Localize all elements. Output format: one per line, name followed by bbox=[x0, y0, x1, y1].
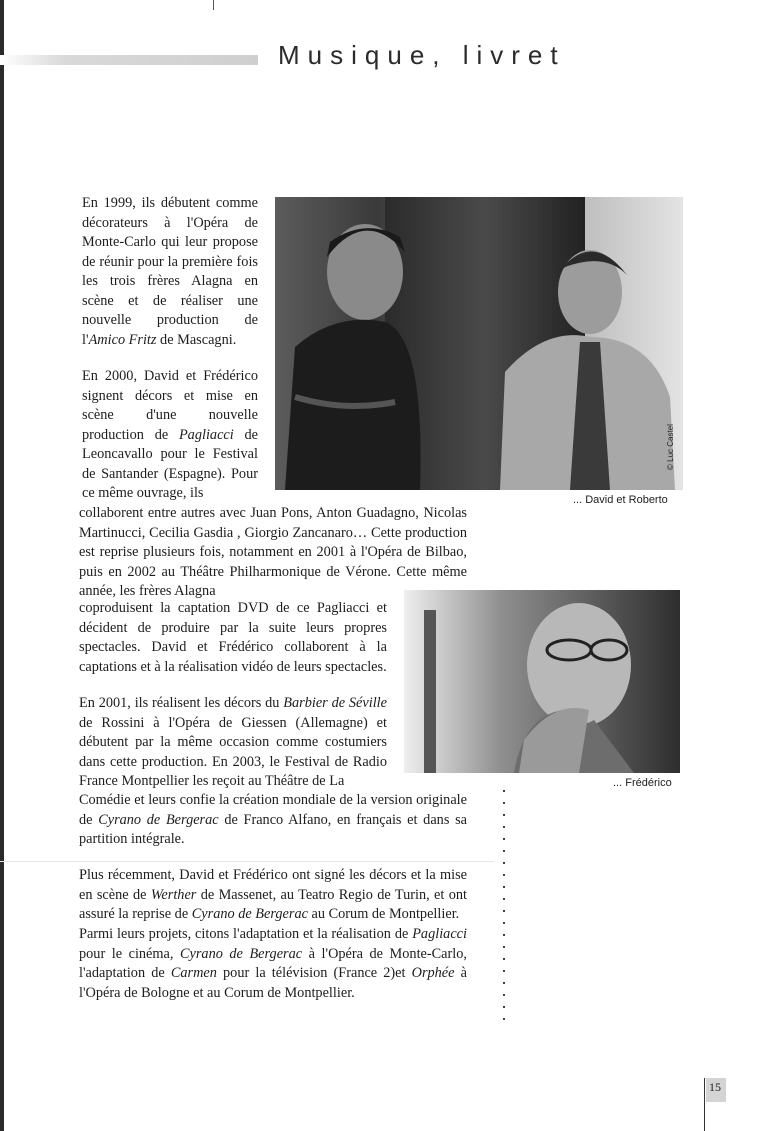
text-span: à l'Opéra de Bologne et au Corum de Montpellier. bbox=[79, 965, 467, 1001]
italic-title: Pagliacci bbox=[178, 426, 234, 443]
faint-divider bbox=[0, 861, 494, 862]
text-span: au Corum de Montpellier. bbox=[307, 906, 460, 922]
paragraph-2-narrow bbox=[82, 367, 258, 504]
text-span: de Massenet, au Teatro Regio de Turin, et ont assuré la reprise de bbox=[79, 886, 467, 922]
text-span: de Leoncavallo pour le Festival de Santander (Espagne). Pour ce même ouvrage, ils bbox=[82, 426, 258, 501]
paragraph-2-wide bbox=[79, 504, 467, 602]
photo-credit: © Luc Castel bbox=[666, 424, 675, 470]
paragraph-3-wide bbox=[79, 791, 467, 850]
italic-title: Cyrano de Bergerac bbox=[179, 945, 303, 962]
page-title: Musique, livret bbox=[278, 40, 566, 70]
text-span: En 2000, David et Frédérico signent décors et mise en scène d'une nouvelle production de bbox=[82, 368, 258, 443]
paragraph-2-medium bbox=[79, 599, 387, 677]
italic-title: Amico Fritz bbox=[88, 331, 157, 348]
italic-title: Orphée bbox=[411, 965, 455, 981]
italic-title: Cyrano de Bergerac bbox=[191, 906, 308, 922]
text-span: En 1999, ils débutent comme décorateurs à l'Opéra de Monte-Carlo qui leur propose de réunir pour la première fois les trois frères Alagna en scène et de réaliser une nouvelle production de l' bbox=[82, 195, 258, 348]
photo-frederico bbox=[404, 590, 680, 773]
text-span: de Mascagni. bbox=[156, 331, 237, 348]
text-span: En 2001, ils réalisent les décors du bbox=[79, 695, 284, 711]
photo-caption-1: ... David et Roberto bbox=[573, 494, 668, 506]
photo-david-roberto bbox=[275, 197, 683, 490]
italic-title: Barbier de Séville bbox=[283, 695, 387, 711]
text-span: Parmi leurs projets, citons l'adaptation et la réalisation de bbox=[79, 926, 413, 942]
header-bar bbox=[0, 55, 258, 65]
page-edge bbox=[0, 0, 4, 1131]
italic-title: Carmen bbox=[170, 965, 217, 981]
italic-title: Werther bbox=[150, 886, 197, 903]
paragraph-1 bbox=[82, 194, 258, 350]
photo-caption-2: ... Frédérico bbox=[613, 777, 672, 789]
footer-rule bbox=[704, 1078, 705, 1131]
italic-title: Cyrano de Bergerac bbox=[98, 811, 219, 828]
text-span: de Rossini à l'Opéra de Giessen (Allemagne) et débutent par la même occasion comme costumiers dans cette production. En 2003, le Festival de Radio France Montpellier les reçoit au Théâtre de La bbox=[79, 714, 387, 789]
top-tick-mark bbox=[213, 0, 214, 10]
text-span: pour la télévision (France 2)et bbox=[216, 965, 412, 981]
paragraph-3 bbox=[79, 694, 387, 792]
paragraph-4 bbox=[79, 866, 467, 925]
text-span: de Franco Alfano, en français et dans sa partition intégrale. bbox=[79, 811, 467, 847]
text-span: Comédie et leurs confie la création mondiale de la version originale de bbox=[79, 792, 467, 828]
text-span: à l'Opéra de Monte-Carlo, l'adaptation de bbox=[79, 945, 467, 981]
dotted-column-rule bbox=[503, 785, 505, 1025]
page-number: 15 bbox=[709, 1080, 721, 1094]
italic-title: Pagliacci bbox=[412, 926, 467, 942]
text-span: coproduisent la captation DVD de ce Pagliacci et décident de produire par la suite leurs propres spectacles. David et Frédérico collaborent à la captations et à la réalisation vidéo de leurs spectacles. bbox=[79, 600, 387, 675]
paragraph-5 bbox=[79, 925, 467, 1003]
text-span: Plus récemment, David et Frédérico ont signé les décors et la mise en scène de bbox=[79, 867, 467, 903]
text-span: pour le cinéma, bbox=[79, 945, 180, 962]
text-span: collaborent entre autres avec Juan Pons, Anton Guadagno, Nicolas Martinucci, Cecilia Gasdia , Giorgio Zancanaro… Cette production est reprise plusieurs fois, notamment en 2001 à l'Opéra de Bilbao, puis en 2002 au Théâtre Philharmonique de Vérone. Cette même année, les frères Alagna bbox=[79, 505, 467, 599]
